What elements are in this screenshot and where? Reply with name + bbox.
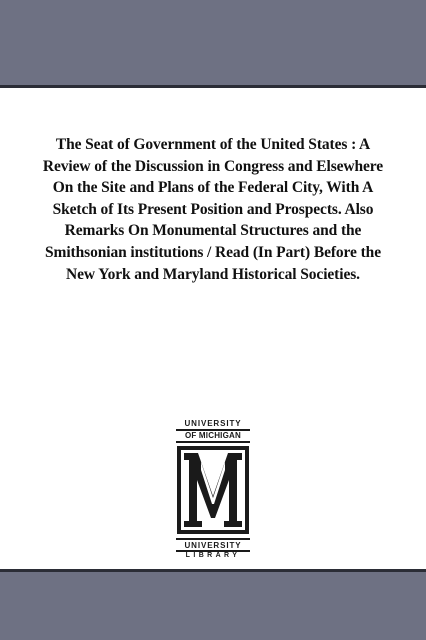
logo-text-university-top: UNIVERSITY <box>184 419 242 428</box>
bottom-color-band <box>0 572 426 640</box>
university-library-logo <box>174 418 252 564</box>
top-color-band <box>0 0 426 85</box>
book-title: The Seat of Government of the United States : A Review of the Discussion in Congress and Elsewhere On the Site and Plans of the Federal City, With A Sketch of Its Present Position and Prospects. Also Remarks On Monumental Structures and the Smithsonian institutions / Read (In Part) Before the New York and Maryland Historical Societies. <box>42 136 384 283</box>
top-divider <box>0 85 426 88</box>
logo-rule <box>176 538 250 540</box>
logo-text-university-bottom: UNIVERSITY <box>184 541 242 550</box>
logo-text-of-michigan: OF MICHIGAN <box>185 431 241 440</box>
logo-text-library: LIBRARY <box>185 552 241 559</box>
